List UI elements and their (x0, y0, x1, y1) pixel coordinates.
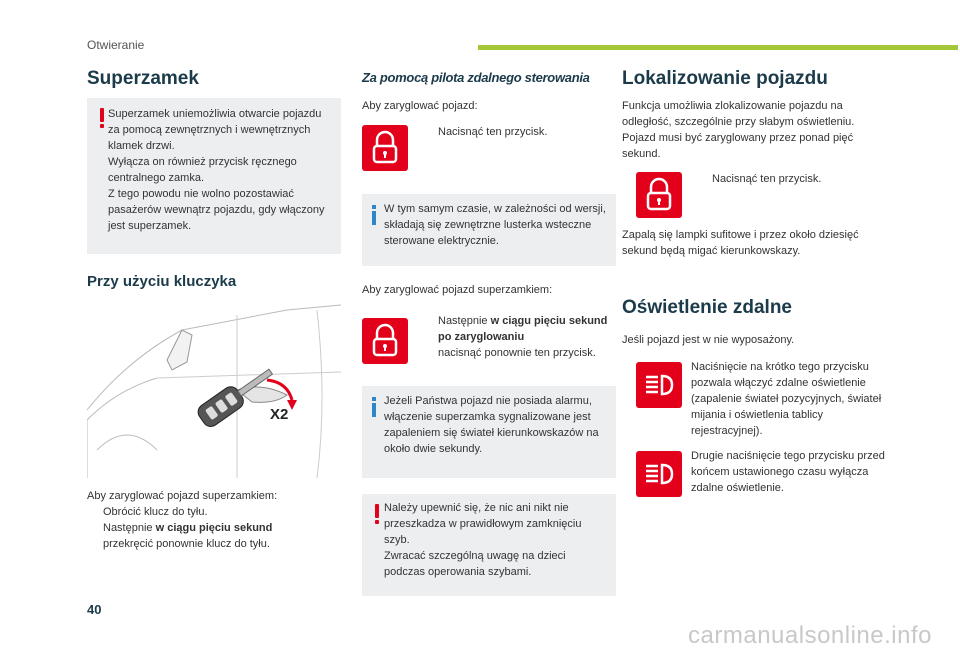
superlock-warning-text: Superzamek uniemożliwia otwarcie pojazdu za pomocą zewnętrznych i wewnętrznych klamek drzwi. Wyłącza on również przycisk ręcznego centralnego zamka. Z tego powodu nie wolno pozostawiać pasażerów wewnątrz pojazdu, gdy włączony jest superzamek. (108, 108, 325, 232)
headlight-icon (636, 451, 682, 497)
remote-lighting-step-1: Naciśnięcie na krótko tego przycisku pozwala włączyć zdalne oświetlenie (zapalenie świateł pozycyjnych, świateł mijania i oświetlenia tablicy rejestracyjnej). (691, 361, 882, 437)
locate-title: Lokalizowanie pojazdu (622, 68, 828, 89)
lock-icon (362, 318, 408, 364)
remote-title: Za pomocą pilota zdalnego sterowania (362, 70, 590, 85)
remote-intro-2: Aby zaryglować pojazd superzamkiem: (362, 284, 553, 296)
key-illustration (87, 300, 341, 478)
headlight-icon (636, 362, 682, 408)
alarm-info-box (362, 386, 616, 478)
superlock-warning-box (87, 98, 341, 254)
key-step-2: Następnie w ciągu pięciu sekund przekręcić ponownie klucz do tyłu. (103, 522, 273, 550)
lock-button-tile (362, 125, 408, 171)
info-icon (372, 397, 376, 417)
lock-button-tile-2 (362, 318, 408, 364)
light-button-tile-1 (636, 362, 682, 408)
watermark: carmanualsonline.info (688, 622, 932, 649)
warning-icon (374, 504, 380, 524)
section-label: Otwieranie (87, 38, 145, 52)
remote-step-2: Następnie w ciągu pięciu sekund po zaryglowaniu nacisnąć ponownie ten przycisk. (438, 315, 608, 359)
section-accent-bar (478, 45, 958, 50)
locate-result: Zapalą się lampki sufitowe i przez około dziesięć sekund będą migać kierunkowskazy. (622, 229, 859, 257)
superlock-title: Superzamek (87, 68, 199, 89)
remote-lighting-step-2: Drugie naciśnięcie tego przycisku przed końcem ustawionego czasu wyłącza zdalne oświetlenie. (691, 450, 885, 494)
locate-intro: Funkcja umożliwia zlokalizowanie pojazdu na odległość, szczególnie przy słabym oświetleniu. Pojazd musi być zaryglowany przez ponad pięć sekund. (622, 100, 855, 160)
windows-warning-box (362, 494, 616, 596)
mirror-info-box (362, 194, 616, 266)
light-button-tile-2 (636, 451, 682, 497)
key-intro: Aby zaryglować pojazd superzamkiem: (87, 490, 278, 502)
key-step-1: Obrócić klucz do tyłu. (103, 506, 208, 518)
warning-icon (99, 108, 105, 128)
remote-step-1: Nacisnąć ten przycisk. (438, 126, 548, 138)
windows-warning-text: Należy upewnić się, że nic ani nikt nie przeszkadza w prawidłowym zamknięciu szyb. Zwracać szczególną uwagę na dzieci podczas operowania szybami. (384, 502, 582, 578)
key-subtitle: Przy użyciu kluczyka (87, 273, 237, 290)
alarm-info-text: Jeżeli Państwa pojazd nie posiada alarmu, włączenie superzamka sygnalizowane jest zapaleniem się świateł kierunkowskazów na około dwie sekundy. (384, 395, 599, 455)
info-icon (372, 205, 376, 225)
page-number: 40 (87, 602, 102, 617)
locate-step-1: Nacisnąć ten przycisk. (712, 173, 822, 185)
lock-icon (362, 125, 408, 171)
locate-button-tile (636, 172, 682, 218)
remote-intro-1: Aby zaryglować pojazd: (362, 100, 478, 112)
rotation-count-label: X2 (270, 406, 289, 423)
mirror-info-text: W tym samym czasie, w zależności od wersji, składają się zewnętrzne lusterka wsteczne sterowane elektrycznie. (384, 203, 606, 247)
remote-lighting-intro: Jeśli pojazd jest w nie wyposażony. (622, 334, 795, 346)
lock-icon (636, 172, 682, 218)
remote-lighting-title: Oświetlenie zdalne (622, 297, 792, 318)
